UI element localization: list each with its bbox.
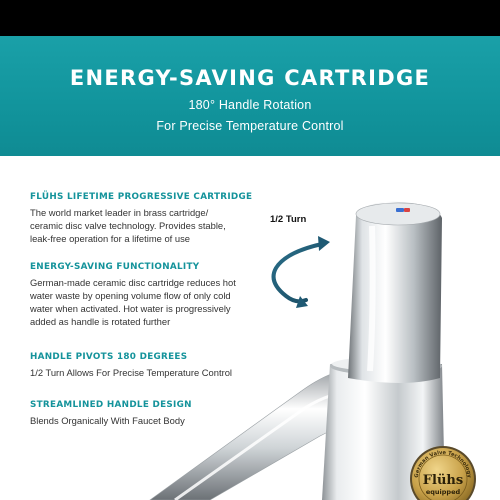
- banner-subtitle-temperature: For Precise Temperature Control: [156, 119, 344, 133]
- description-line: leak-free operation for a lifetime of use: [30, 233, 190, 244]
- product-feature-panel: [0, 156, 500, 500]
- curved-rotation-arrow-icon: [274, 236, 330, 308]
- feature-streamlined-design: [30, 400, 255, 427]
- description-line: ceramic disc valve technology. Provides stable,: [30, 220, 226, 231]
- feature-heading: ENERGY-SAVING FUNCTIONALITY: [30, 262, 200, 272]
- feature-heading: HANDLE PIVOTS 180 DEGREES: [30, 352, 188, 362]
- feature-description: [30, 276, 255, 328]
- feature-heading: FLÜHS LIFETIME PROGRESSIVE CARTRIDGE: [30, 192, 253, 202]
- rotation-label: 1/2 Turn: [270, 214, 307, 225]
- description-line: water when activated. Hot water is progressively: [30, 303, 231, 314]
- description-line: German-made ceramic disc cartridge reduces hot: [30, 277, 236, 288]
- feature-description: [30, 414, 255, 427]
- header-banner: [0, 36, 500, 156]
- description-line: The world market leader in brass cartridge/: [30, 207, 209, 218]
- description-line: water waste by opening volume flow of only cold: [30, 290, 231, 301]
- seal-ring-text: German Valve Technology: [413, 449, 473, 479]
- quality-seal-icon: [408, 444, 478, 500]
- seal-subtext: equipped: [425, 488, 461, 496]
- feature-heading: STREAMLINED HANDLE DESIGN: [30, 400, 192, 410]
- banner-title: ENERGY-SAVING CARTRIDGE: [69, 66, 431, 90]
- feature-description: [30, 366, 255, 379]
- seal-brand: Flühs: [422, 473, 464, 488]
- top-black-bar: [0, 0, 500, 36]
- handle-top-cap: [356, 203, 440, 225]
- banner-subtitle-rotation: 180° Handle Rotation: [188, 98, 312, 112]
- description-line: Blends Organically With Faucet Body: [30, 415, 185, 426]
- feature-lifetime-cartridge: [30, 192, 255, 245]
- description-line: added as handle is rotated further: [30, 316, 171, 327]
- hot-cold-indicator: [396, 208, 404, 212]
- feature-energy-saving: [30, 262, 255, 328]
- feature-handle-pivot: [30, 352, 255, 379]
- feature-description: [30, 206, 255, 245]
- faucet-handle: [348, 202, 442, 383]
- description-line: 1/2 Turn Allows For Precise Temperature Control: [30, 367, 232, 378]
